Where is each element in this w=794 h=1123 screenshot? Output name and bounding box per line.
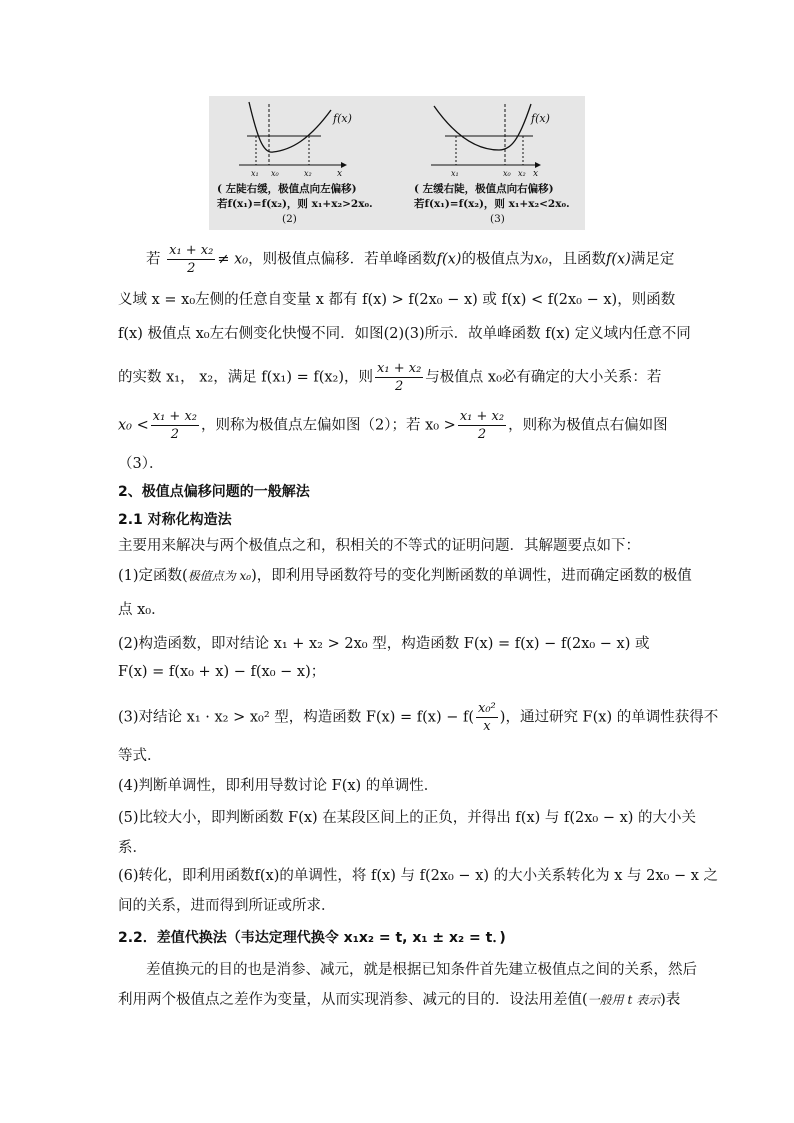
left-graph	[217, 102, 373, 225]
right-tick-x1: x₁	[451, 169, 459, 178]
step4: (4)判断单调性，即利用导数讨论 F(x) 的单调性．	[118, 778, 439, 794]
right-tick-x2: x₂	[518, 169, 526, 178]
step5-line2: 系．	[118, 840, 147, 856]
section-21-intro: 主要用来解决与两个极值点之和，积相关的不等式的证明问题．其解题要点如下：	[118, 538, 640, 554]
left-curve	[249, 102, 331, 152]
left-f-label: f(x)	[333, 112, 352, 125]
left-caption-2: 若f(x₁)=f(x₂)，则 x₁+x₂>2x₀.	[217, 198, 373, 210]
fraction-x0sq-over-x: $\frac{\text{x₀²}}{x}$	[478, 701, 496, 734]
step1-line2: 点 x₀．	[118, 602, 166, 618]
left-axis-arrow	[341, 162, 347, 168]
right-curve	[434, 104, 531, 150]
right-figure-number: (3)	[490, 213, 505, 225]
para1-line6: （3）．	[118, 456, 164, 472]
left-figure-number: (2)	[282, 213, 297, 225]
step3-line1: (3)对结论 x₁ · x₂ > x₀² 型，构造函数 F(x) = f(x) − f( $\frac{\text{x₀²}}{x}$ )，通过研究 F(x) 的单调性获得不	[118, 701, 719, 734]
section-21-heading: 2.1 对称化构造法	[118, 512, 232, 528]
step3-line2: 等式．	[118, 748, 162, 764]
left-tick-x: x	[337, 169, 343, 179]
para1-line1: 若 $\frac{\text{x₁ + x₂}}{2}$ ≠ x₀，则极值点偏移．若单峰函数f(x)的极值点为x₀，且函数f(x)满足定	[146, 243, 675, 276]
step5-line1: (5)比较大小，即判断函数 F(x) 在某段区间上的正负，并得出 f(x) 与 f(2x₀ − x) 的大小关	[118, 810, 697, 826]
graph-figure	[209, 96, 585, 230]
right-caption-1: ( 左缓右陡，极值点向右偏移)	[414, 183, 554, 195]
section-22-line2: 利用两个极值点之差作为变量，从而实现消参、减元的目的．设法用差值(一般用 t 表示)表	[118, 992, 681, 1008]
step2-line1: (2)构造函数，即对结论 x₁ + x₂ > 2x₀ 型，构造函数 F(x) = f(x) − f(2x₀ − x) 或	[118, 636, 650, 652]
section-2-heading: 2、极值点偏移问题的一般解法	[118, 484, 310, 500]
left-tick-x0: x₀	[271, 169, 279, 178]
step6-line2: 间的关系，进而得到所证或所求．	[118, 898, 336, 914]
para1-line3: f(x) 极值点 x₀左右侧变化快慢不同．如图(2)(3)所示．故单峰函数 f(x) 定义域内任意不同	[118, 326, 691, 342]
fraction-mean: $\frac{\text{x₁ + x₂}}{2}$	[169, 243, 214, 276]
right-tick-x: x	[533, 169, 539, 179]
left-tick-x1: x₁	[251, 169, 259, 178]
right-axis-arrow	[535, 162, 541, 168]
step1-line1: (1)定函数(极值点为 x₀)，即利用导函数符号的变化判断函数的单调性，进而确定函数的极值	[118, 568, 692, 584]
para1-line5: x₀ < $\frac{\text{x₁ + x₂}}{2}$ ，则称为极值点左偏如图（2）；若 x₀ > $\frac{\text{x₁ + x₂}}{2}$ ，则称为极值点右偏如图	[118, 409, 668, 442]
section-22-line1: 差值换元的目的也是消参、减元，就是根据已知条件首先建立极值点之间的关系，然后	[146, 962, 697, 978]
section-22-heading: 2.2．差值代换法（韦达定理代换令 x₁x₂ = t, x₁ ± x₂ = t．)	[118, 930, 506, 946]
para1-line2: 义域 x = x₀左侧的任意自变量 x 都有 f(x) > f(2x₀ − x) 或 f(x) < f(2x₀ − x)，则函数	[118, 292, 676, 308]
graph-svg	[209, 96, 585, 230]
step6-line1: (6)转化，即利用函数f(x)的单调性，将 f(x) 与 f(2x₀ − x) 的大小关系转化为 x 与 2x₀ − x 之	[118, 868, 719, 884]
step2-line2: F(x) = f(x₀ + x) − f(x₀ − x)；	[118, 664, 326, 680]
right-graph	[414, 104, 570, 225]
para1-line4: 的实数 x₁， x₂，满足 f(x₁) = f(x₂)，则 $\frac{\text{x₁ + x₂}}{2}$ 与极值点 x₀必有确定的大小关系：若	[118, 361, 662, 394]
fraction-mean: $\frac{\text{x₁ + x₂}}{2}$	[459, 409, 505, 442]
right-caption-2: 若f(x₁)=f(x₂)，则 x₁+x₂<2x₀.	[414, 198, 570, 210]
left-caption-1: ( 左陡右缓，极值点向左偏移)	[217, 183, 357, 195]
fraction-mean: $\frac{\text{x₁ + x₂}}{2}$	[152, 409, 197, 442]
right-tick-x0: x₀	[503, 169, 511, 178]
right-f-label: f(x)	[531, 112, 550, 125]
fraction-mean: $\frac{\text{x₁ + x₂}}{2}$	[377, 361, 422, 394]
left-tick-x2: x₂	[304, 169, 312, 178]
